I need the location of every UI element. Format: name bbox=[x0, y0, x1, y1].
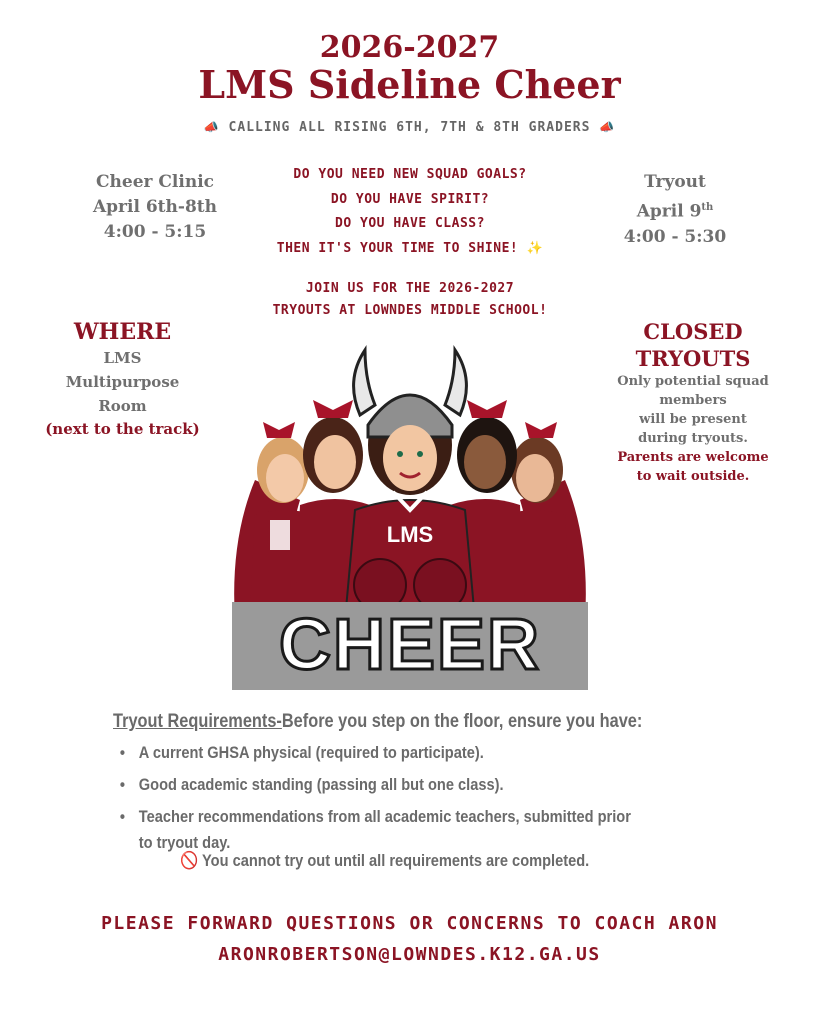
tryout-label: Tryout bbox=[644, 172, 706, 192]
where-block bbox=[30, 318, 215, 440]
closed-note: to wait outside. bbox=[636, 469, 750, 484]
question-line: DO YOU HAVE CLASS? bbox=[335, 216, 485, 231]
jersey-text: LMS bbox=[386, 522, 434, 547]
where-heading: WHERE bbox=[73, 319, 172, 345]
sparkle-icon: ✨ bbox=[526, 240, 544, 256]
tryout-date: April 9 bbox=[636, 201, 702, 222]
questions-block bbox=[240, 163, 580, 261]
clinic-dates: April 6th-8th bbox=[92, 197, 217, 217]
closed-line: during tryouts. bbox=[638, 431, 748, 446]
closed-line: Only potential squad bbox=[617, 374, 769, 389]
closed-block bbox=[598, 318, 788, 486]
calling-line bbox=[0, 120, 819, 135]
year-heading: 2026-2027 bbox=[319, 30, 500, 65]
requirements-heading bbox=[113, 711, 663, 733]
tryout-time: 4:00 - 5:30 bbox=[623, 226, 727, 247]
requirements-warning bbox=[180, 851, 696, 871]
prohibited-icon: 🚫 bbox=[180, 851, 199, 870]
page-title: LMS Sideline Cheer bbox=[198, 62, 621, 107]
question-text: THEN IT'S YOUR TIME TO SHINE! bbox=[276, 240, 519, 256]
where-line: Multipurpose bbox=[65, 373, 180, 391]
closed-line: members bbox=[659, 393, 727, 408]
cheerleader-center bbox=[345, 350, 475, 620]
closed-heading: TRYOUTS bbox=[635, 346, 751, 371]
megaphone-icon: 📣 bbox=[599, 120, 616, 134]
question-line bbox=[240, 237, 580, 262]
join-line: JOIN US FOR THE 2026-2027 bbox=[305, 281, 515, 296]
where-note: (next to the track) bbox=[45, 420, 200, 438]
requirements-title: Tryout Requirements- bbox=[113, 711, 282, 732]
cheer-banner-text: CHEER bbox=[278, 605, 542, 685]
list-item: • Teacher recommendations from all academic teachers, submitted prior to tryout day. bbox=[113, 804, 646, 856]
join-block bbox=[220, 278, 600, 322]
closed-heading: CLOSED bbox=[643, 319, 743, 344]
clinic-label: Cheer Clinic bbox=[95, 172, 214, 192]
where-line: LMS bbox=[103, 349, 142, 367]
join-line: TRYOUTS AT LOWNDES MIDDLE SCHOOL! bbox=[272, 303, 548, 318]
tryout-block bbox=[575, 170, 775, 250]
contact-block bbox=[0, 908, 819, 970]
clinic-block bbox=[55, 170, 255, 245]
calling-text: CALLING ALL RISING 6TH, 7TH & 8TH GRADERS bbox=[228, 120, 591, 135]
contact-email: ARONROBERTSON@LOWNDES.K12.GA.US bbox=[218, 944, 601, 965]
question-line: DO YOU NEED NEW SQUAD GOALS? bbox=[293, 167, 527, 182]
requirements-list bbox=[113, 740, 715, 862]
closed-note: Parents are welcome bbox=[617, 450, 769, 465]
question-line: DO YOU HAVE SPIRIT? bbox=[330, 191, 490, 207]
list-item: • Good academic standing (passing all but one class). bbox=[113, 772, 715, 798]
tryout-date-line bbox=[575, 195, 775, 225]
clinic-time: 4:00 - 5:15 bbox=[103, 222, 207, 242]
requirements-intro: Before you step on the floor, ensure you have: bbox=[281, 711, 643, 732]
where-line: Room bbox=[98, 397, 147, 415]
warning-text: You cannot try out until all requirements are completed. bbox=[202, 851, 590, 870]
list-item: • A current GHSA physical (required to participate). bbox=[113, 740, 715, 766]
closed-line: will be present bbox=[639, 412, 747, 427]
tryout-date-suffix: th bbox=[701, 202, 714, 213]
megaphone-icon: 📣 bbox=[203, 120, 220, 134]
contact-line: PLEASE FORWARD QUESTIONS OR CONCERNS TO COACH ARON bbox=[101, 913, 718, 934]
